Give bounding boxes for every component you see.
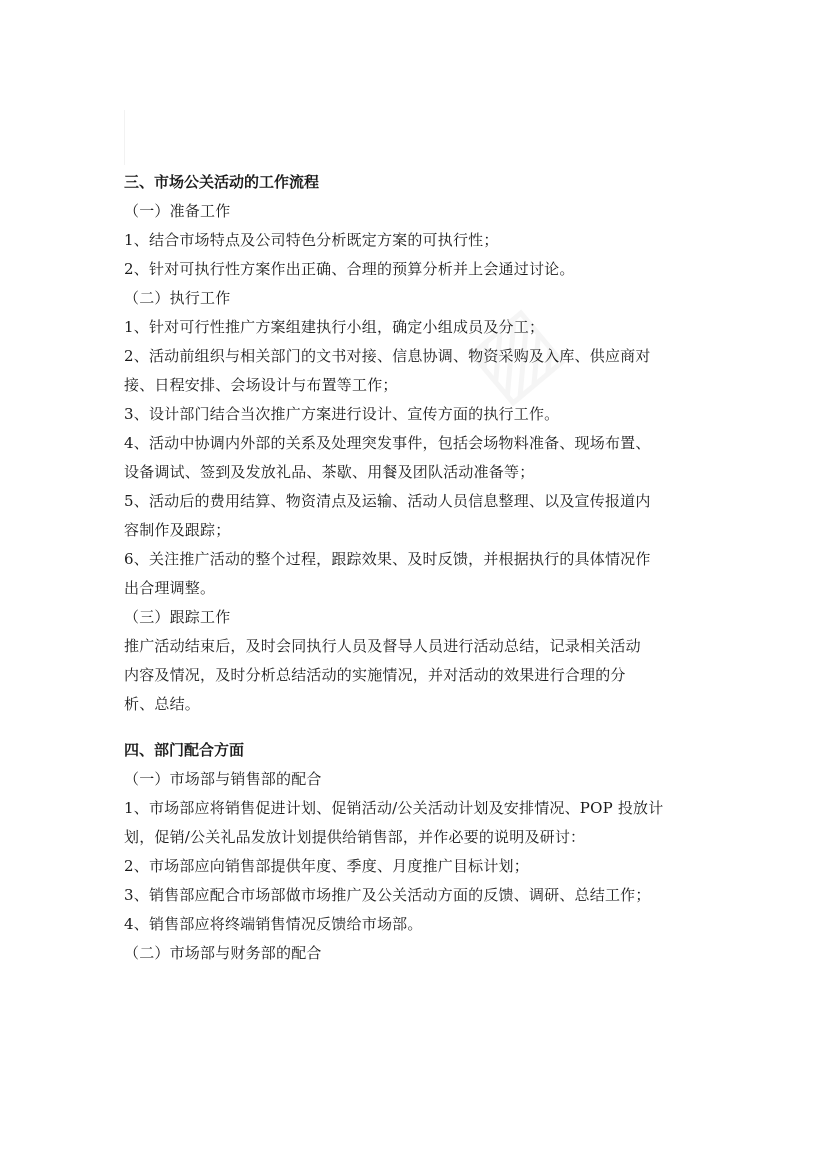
margin-guide bbox=[124, 110, 125, 165]
watermark: ▨ bbox=[446, 284, 579, 421]
paragraph-line: 接、日程安排、会场设计与布置等工作； bbox=[124, 376, 398, 394]
paragraph-line: 1、针对可行性推广方案组建执行小组，确定小组成员及分工； bbox=[124, 318, 545, 336]
section-3-subheading-3: （三）跟踪工作 bbox=[124, 608, 231, 626]
paragraph-line: 内容及情况，及时分析总结活动的实施情况，并对活动的效果进行合理的分 bbox=[124, 666, 626, 684]
paragraph-line: 2、活动前组织与相关部门的文书对接、信息协调、物资采购及入库、供应商对 bbox=[124, 347, 651, 365]
paragraph-line: 容制作及跟踪； bbox=[124, 521, 231, 539]
section-3-subheading-2: （二）执行工作 bbox=[124, 289, 231, 307]
paragraph-line: 析、总结。 bbox=[124, 695, 201, 713]
paragraph-line: 1、结合市场特点及公司特色分析既定方案的可执行性； bbox=[124, 231, 499, 249]
paragraph-line: 3、销售部应配合市场部做市场推广及公关活动方面的反馈、调研、总结工作； bbox=[124, 886, 651, 904]
section-4-subheading-2: （二）市场部与财务部的配合 bbox=[124, 944, 322, 962]
paragraph-line: 划，促销/公关礼品发放计划提供给销售部，并作必要的说明及研讨： bbox=[124, 828, 586, 846]
section-gap bbox=[124, 719, 724, 736]
paragraph-line: 6、关注推广活动的整个过程，跟踪效果、及时反馈，并根据执行的具体情况作 bbox=[124, 550, 651, 568]
section-4-subheading-1: （一）市场部与销售部的配合 bbox=[124, 770, 322, 788]
document-body bbox=[124, 168, 724, 968]
paragraph-line: 出合理调整。 bbox=[124, 579, 216, 597]
paragraph-line: 4、销售部应将终端销售情况反馈给市场部。 bbox=[124, 915, 423, 933]
paragraph-line: 4、活动中协调内外部的关系及处理突发事件，包括会场物料准备、现场布置、 bbox=[124, 434, 651, 452]
paragraph-line: 3、设计部门结合当次推广方案进行设计、宣传方面的执行工作。 bbox=[124, 405, 560, 423]
paragraph-line: 2、市场部应向销售部提供年度、季度、月度推广目标计划； bbox=[124, 857, 529, 875]
paragraph-line: 5、活动后的费用结算、物资清点及运输、活动人员信息整理、以及宣传报道内 bbox=[124, 492, 651, 510]
paragraph-line: 2、针对可执行性方案作出正确、合理的预算分析并上会通过讨论。 bbox=[124, 260, 575, 278]
paragraph-line: 推广活动结束后，及时会同执行人员及督导人员进行活动总结，记录相关活动 bbox=[124, 637, 641, 655]
section-3-title: 三、市场公关活动的工作流程 bbox=[124, 173, 320, 191]
paragraph-line: 1、市场部应将销售促进计划、促销活动/公关活动计划及安排情况、POP 投放计 bbox=[124, 799, 664, 817]
paragraph-line: 设备调试、签到及发放礼品、茶歇、用餐及团队活动准备等； bbox=[124, 463, 535, 481]
section-4-title: 四、部门配合方面 bbox=[124, 741, 245, 759]
section-3-subheading-1: （一）准备工作 bbox=[124, 202, 231, 220]
